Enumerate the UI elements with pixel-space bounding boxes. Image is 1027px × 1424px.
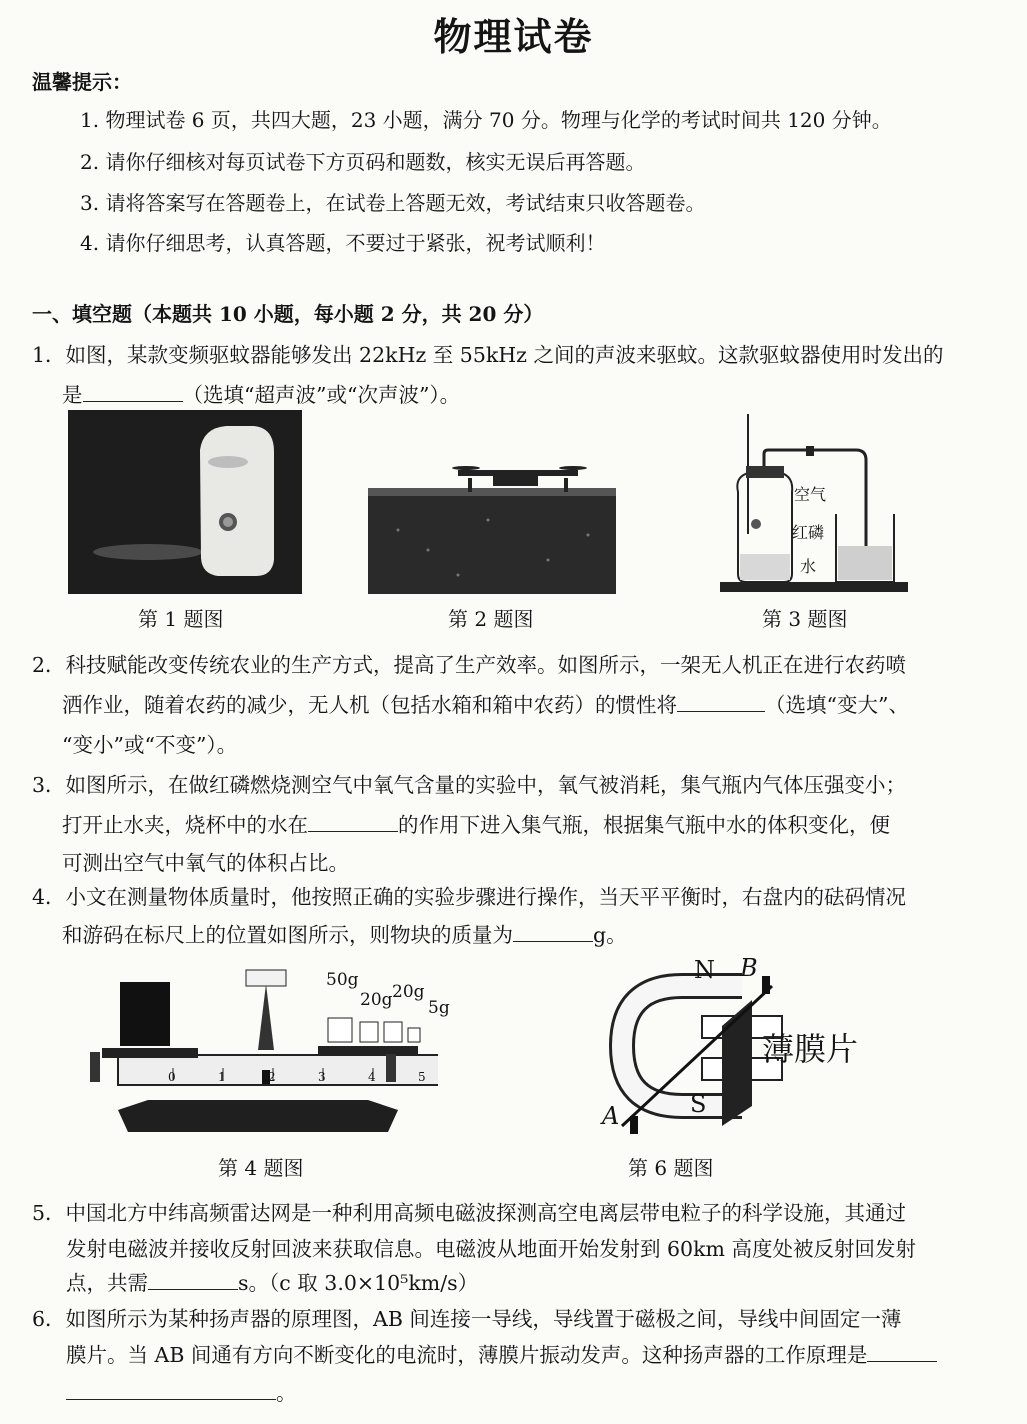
q1-text-b: （选填“超声波”或“次声波”）。 bbox=[182, 383, 461, 407]
q2-line-1: 2．科技赋能改变传统农业的生产方式，提高了生产效率。如图所示，一架无人机正在进行农药喷 bbox=[32, 653, 907, 677]
tip-item-1: 1. 物理试卷 6 页，共四大题，23 小题，满分 70 分。物理与化学的考试时间共 120 分钟。 bbox=[80, 108, 892, 132]
q5-line-1: 5．中国北方中纬高频雷达网是一种利用高频电磁波探测高空电离层带电粒子的科学设施，其通过 bbox=[32, 1201, 907, 1225]
q6-line-3 bbox=[66, 1376, 297, 1406]
q3-text-a: 打开止水夹，烧杯中的水在 bbox=[62, 813, 308, 837]
q4-line-2 bbox=[62, 918, 627, 948]
q5-text-a: 点，共需 bbox=[66, 1271, 148, 1295]
q2-text-a: 洒作业，随着农药的减少，无人机（包括水箱和箱中农药）的惯性将 bbox=[62, 693, 677, 717]
q2-answer-blank[interactable] bbox=[677, 691, 765, 713]
q4-answer-blank[interactable] bbox=[513, 921, 593, 943]
q4-line-1: 4．小文在测量物体质量时，他按照正确的实验步骤进行操作，当天平平衡时，右盘内的砝码情况 bbox=[32, 885, 907, 909]
q6-text-end: 。 bbox=[276, 1381, 297, 1405]
weight-label-20g-a: 20g bbox=[360, 990, 393, 1010]
q2-line-2 bbox=[62, 688, 909, 718]
q6-answer-blank-b[interactable] bbox=[66, 1379, 276, 1401]
figure-6-label-a: A bbox=[602, 1102, 620, 1130]
q1-answer-blank[interactable] bbox=[83, 381, 183, 403]
figure-3-label-air: 空气 bbox=[794, 485, 827, 504]
tip-item-4: 4. 请你仔细思考，认真答题，不要过于紧张，祝考试顺利！ bbox=[80, 231, 606, 255]
figure-6-label-film: 薄膜片 bbox=[762, 1030, 859, 1068]
figure-2-caption: 第 2 题图 bbox=[448, 607, 534, 631]
tip-item-2: 2. 请你仔细核对每页试卷下方页码和题数，核实无误后再答题。 bbox=[80, 150, 646, 174]
tips-heading: 温馨提示： bbox=[32, 70, 132, 94]
q6-line-2 bbox=[66, 1338, 937, 1368]
q3-line-2 bbox=[62, 808, 890, 838]
figure-4-caption: 第 4 题图 bbox=[218, 1156, 304, 1180]
figure-6-label-n: N bbox=[694, 956, 715, 984]
q6-text-a: 膜片。当 AB 间通有方向不断变化的电流时，薄膜片振动发声。这种扬声器的工作原理是 bbox=[66, 1343, 868, 1367]
figure-1-repeller-photo bbox=[68, 410, 302, 594]
q4-text-a: 和游码在标尺上的位置如图所示，则物块的质量为 bbox=[62, 923, 513, 947]
q3-line-3: 可测出空气中氧气的体积占比。 bbox=[62, 851, 349, 875]
q2-line-3: “变小”或“不变”）。 bbox=[62, 733, 238, 757]
q6-line-1: 6．如图所示为某种扬声器的原理图，AB 间连接一导线，导线置于磁极之间，导线中间固定一薄 bbox=[32, 1307, 902, 1331]
figure-3-caption: 第 3 题图 bbox=[762, 607, 848, 631]
q2-text-b: （选填“变大”、 bbox=[765, 693, 909, 717]
page-title: 物理试卷 bbox=[433, 14, 594, 59]
weight-label-5g: 5g bbox=[428, 998, 450, 1018]
figure-1-caption: 第 1 题图 bbox=[138, 607, 224, 631]
scale-tick-3: 3 bbox=[318, 1070, 326, 1084]
scale-tick-5: 5 bbox=[418, 1070, 426, 1084]
figure-3-label-water: 水 bbox=[800, 557, 817, 576]
scale-tick-1: 1 bbox=[218, 1070, 226, 1084]
figure-4-balance bbox=[78, 960, 438, 1140]
weight-label-20g-b: 20g bbox=[392, 982, 425, 1002]
q5-text-b: s。（c 取 3.0×10⁵km/s） bbox=[238, 1271, 479, 1295]
figure-2-drone-photo bbox=[368, 460, 616, 594]
figure-6-label-s: S bbox=[690, 1090, 707, 1118]
scale-tick-4: 4 bbox=[368, 1070, 376, 1084]
figure-3-label-phosphorus: 红磷 bbox=[792, 523, 825, 542]
q1-text-a: 是 bbox=[62, 383, 83, 407]
q3-answer-blank[interactable] bbox=[308, 811, 398, 833]
q4-text-b: g。 bbox=[593, 923, 627, 947]
q1-line-2 bbox=[62, 378, 460, 408]
figure-6-label-b: B bbox=[740, 954, 758, 982]
scale-tick-0: 0 bbox=[168, 1070, 176, 1084]
section-1-heading: 一、填空题（本题共 10 小题，每小题 2 分，共 20 分） bbox=[32, 302, 544, 326]
figure-6-caption: 第 6 题图 bbox=[628, 1156, 714, 1180]
weight-label-50g: 50g bbox=[326, 970, 359, 990]
q5-answer-blank[interactable] bbox=[148, 1269, 238, 1291]
q3-line-1: 3．如图所示，在做红磷燃烧测空气中氧气含量的实验中，氧气被消耗，集气瓶内气体压强变小； bbox=[32, 773, 907, 797]
scale-tick-2: 2 bbox=[268, 1070, 276, 1084]
q3-text-b: 的作用下进入集气瓶，根据集气瓶中水的体积变化，便 bbox=[398, 813, 890, 837]
tip-item-3: 3. 请将答案写在答题卷上，在试卷上答题无效，考试结束只收答题卷。 bbox=[80, 191, 706, 215]
q1-line-1: 1．如图，某款变频驱蚊器能够发出 22kHz 至 55kHz 之间的声波来驱蚊。这款驱蚊器使用时发出的 bbox=[32, 343, 944, 367]
q6-answer-blank-a[interactable] bbox=[867, 1341, 937, 1363]
q5-line-2: 发射电磁波并接收反射回波来获取信息。电磁波从地面开始发射到 60km 高度处被反射回发射 bbox=[66, 1237, 916, 1261]
q5-line-3 bbox=[66, 1266, 478, 1296]
